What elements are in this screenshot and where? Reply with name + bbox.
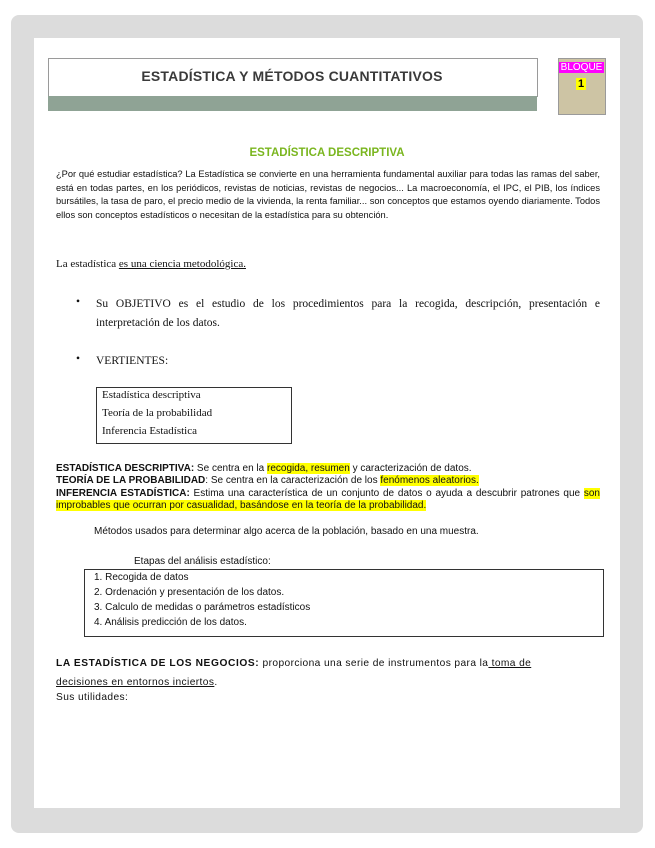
utilidades-text: Sus utilidades: <box>56 692 129 703</box>
definitions-block <box>56 463 600 513</box>
etapa-item: 4. Análisis predicción de los datos. <box>94 617 247 628</box>
etapa-item: 3. Calculo de medidas o parámetros estadísticos <box>94 602 311 613</box>
bloque-label: BLOQUE <box>560 62 603 73</box>
bullet-objetivo: Su OBJETIVO es el estudio de los procedimientos para la recogida, descripción, presentación e interpretación de los datos. <box>96 298 600 329</box>
negocios-underlined: decisiones en entornos inciertos <box>56 677 215 688</box>
ciencia-prefix: La estadística <box>56 258 119 270</box>
negocios-text: proporciona una serie de instrumentos para la <box>259 658 489 669</box>
def-inferencia-label: INFERENCIA ESTADÍSTICA: <box>56 487 190 499</box>
ciencia-line <box>56 258 246 270</box>
negocios-label: LA ESTADÍSTICA DE LOS NEGOCIOS: <box>56 658 260 669</box>
etapa-item: 2. Ordenación y presentación de los datos. <box>94 587 285 598</box>
def-text: y caracterización de datos. <box>349 463 472 474</box>
etapa-item: 1. Recogida de datos <box>94 572 189 583</box>
def-text: : Se centra en la caracterización de los <box>205 475 381 487</box>
bullet-vertientes: VERTIENTES: <box>96 355 169 367</box>
document-page <box>34 38 620 808</box>
negocios-underlined: toma de <box>488 658 532 669</box>
metodos-text: Métodos usados para determinar algo acerca de la población, basado en una muestra. <box>94 526 479 537</box>
highlight: son improbables que ocurran por casualidad, basándose en la teoría de la probabilidad. <box>56 487 600 512</box>
negocios-paragraph <box>56 654 600 692</box>
bullet-dot: • <box>76 353 81 365</box>
vertiente-item: Estadística descriptiva <box>102 389 201 401</box>
def-probabilidad-label: TEORÍA DE LA PROBABILIDAD <box>56 475 206 487</box>
highlight: fenómenos aleatorios. <box>380 475 479 487</box>
highlight: recogida, resumen <box>266 463 350 474</box>
def-text: Se centra en la <box>194 463 267 474</box>
ciencia-underlined: es una ciencia metodológica. <box>118 258 246 270</box>
def-descriptiva-label: ESTADÍSTICA DESCRIPTIVA: <box>56 463 195 474</box>
header-bar <box>48 96 537 111</box>
intro-paragraph: ¿Por qué estudiar estadística? La Estadística se convierte en una herramienta fundamental auxiliar para todas las ramas del saber, está en todas partes, en los periódicos, revistas de noticias, revistas de negocios... La macroeconomía, el IPC, el PIB, los índices bursátiles, la tasa de paro, el precio medio de la vivienda, la renta familiar... son conceptos que estamos oyendo diariamente. Todos ellos son conceptos estadísticos o necesitan de la estadística para su obtención. <box>56 169 600 220</box>
section-title: ESTADÍSTICA DESCRIPTIVA <box>249 147 405 159</box>
bullet-dot: • <box>76 296 81 308</box>
etapas-title: Etapas del análisis estadístico: <box>134 556 271 567</box>
def-text: Estima una característica de un conjunto de datos o ayuda a descubrir patrones que <box>189 487 584 499</box>
bloque-number: 1 <box>577 78 585 90</box>
vertiente-item: Teoría de la probabilidad <box>102 407 213 419</box>
negocios-end: . <box>214 677 218 688</box>
page-title: ESTADÍSTICA Y MÉTODOS CUANTITATIVOS <box>141 68 443 84</box>
vertiente-item: Inferencia Estadística <box>102 425 197 437</box>
